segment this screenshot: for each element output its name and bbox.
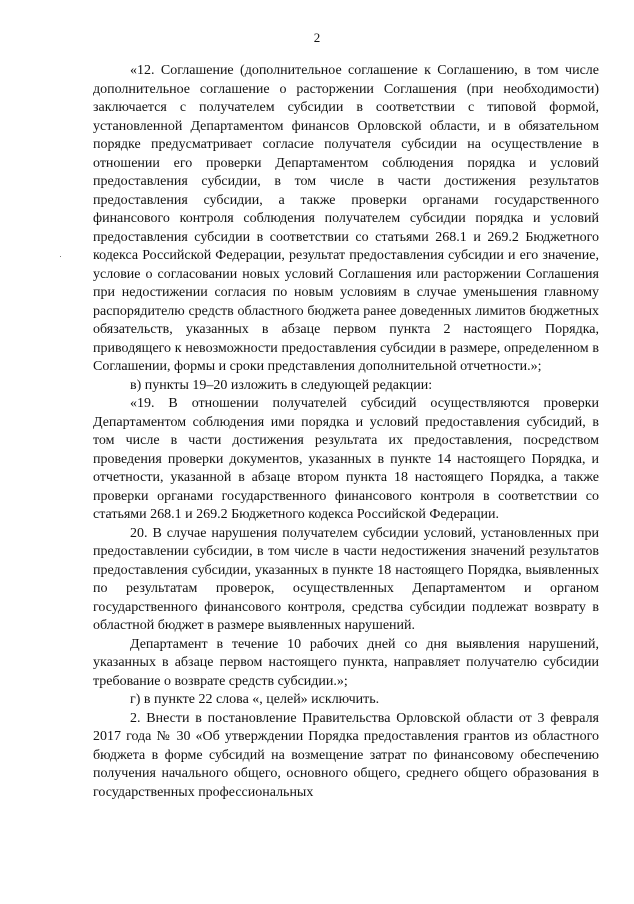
paragraph-item-g: г) в пункте 22 слова «, целей» исключить. [130,692,380,707]
paragraph-agreement-clause-12: «12. Соглашение (дополнительное соглашение к Соглашению, в том числе дополнительное соглашение о расторжении Соглашения (при необходимости) заключается с получателем субсидии в соответствии с типовой формой, установленной Департаментом финансов Орловской области, и в обязательном порядке предусматривает согласие получателя субсидии на осуществление в отношении его проверки Департаментом соблюдения порядка и условий предоставления субсидии, в том числе в части достижения результатов предоставления субсидии, а также проверки органами государственного финансового контроля соблюдения получателем субсидии порядка и условий предоставления субсидии в соответствии со статьями 268.1 и 269.2 Бюджетного кодекса Российской Федерации, результат предоставления субсидии и его значение, условие о согласовании новых условий Соглашения или расторжении Соглашения при недостижении согласия по новым условиям в случае уменьшения главному распорядителю средств областного бюджета ранее доведенных лимитов бюджетных обязательств, указанных в абзаце первом пункта 2 настоящего Порядка, приводящего к невозможности предоставления субсидии в размере, определенном в Соглашении, формы и сроки представления дополнительной отчетности.»; [93,63,599,374]
paragraph-clause-20: 20. В случае нарушения получателем субсидии условий, установленных при предоставлении субсидии, в том числе в части недостижения значений результатов предоставления субсидии, указанных в пункте 18 настоящего Порядка, выявленных по результатам проверок, осуществленных Департаментом и органом государственного финансового контроля, средства субсидии подлежат возврату в областной бюджет в размере выявленных нарушений. [93,525,599,633]
document-body [93,62,599,802]
paragraph-item-v: в) пункты 19–20 изложить в следующей редакции: [130,377,433,393]
paragraph-clause-19: «19. В отношении получателей субсидий осуществляются проверки Департаментом соблюдения ими порядка и условий предоставления субсидий, в том числе в части достижения результата их предоставления, посредством проведения проверки документов, указанных в пункте 14 настоящего Порядка, и отчетности, указанной в абзаце втором пункта 18 настоящего Порядка, а также проверки органами государственного финансового контроля в соответствии со статьями 268.1 и 269.2 Бюджетного кодекса Российской Федерации. [93,396,599,522]
page-number: 2 [313,30,321,45]
scan-speck [60,256,61,257]
paragraph-department-deadline: Департамент в течение 10 рабочих дней со дня выявления нарушений, указанных в абзаце первом настоящего пункта, направляет получателю субсидии требование о возврате средств субсидии.»; [93,636,599,689]
paragraph-section-2: 2. Внести в постановление Правительства Орловской области от 3 февраля 2017 года № 30 «Об утверждении Порядка предоставления грантов из областного бюджета в форме субсидий на возмещение затрат по финансовому обеспечению получения начального общего, основного общего, среднего общего образования в государственных профессиональных [93,710,599,800]
